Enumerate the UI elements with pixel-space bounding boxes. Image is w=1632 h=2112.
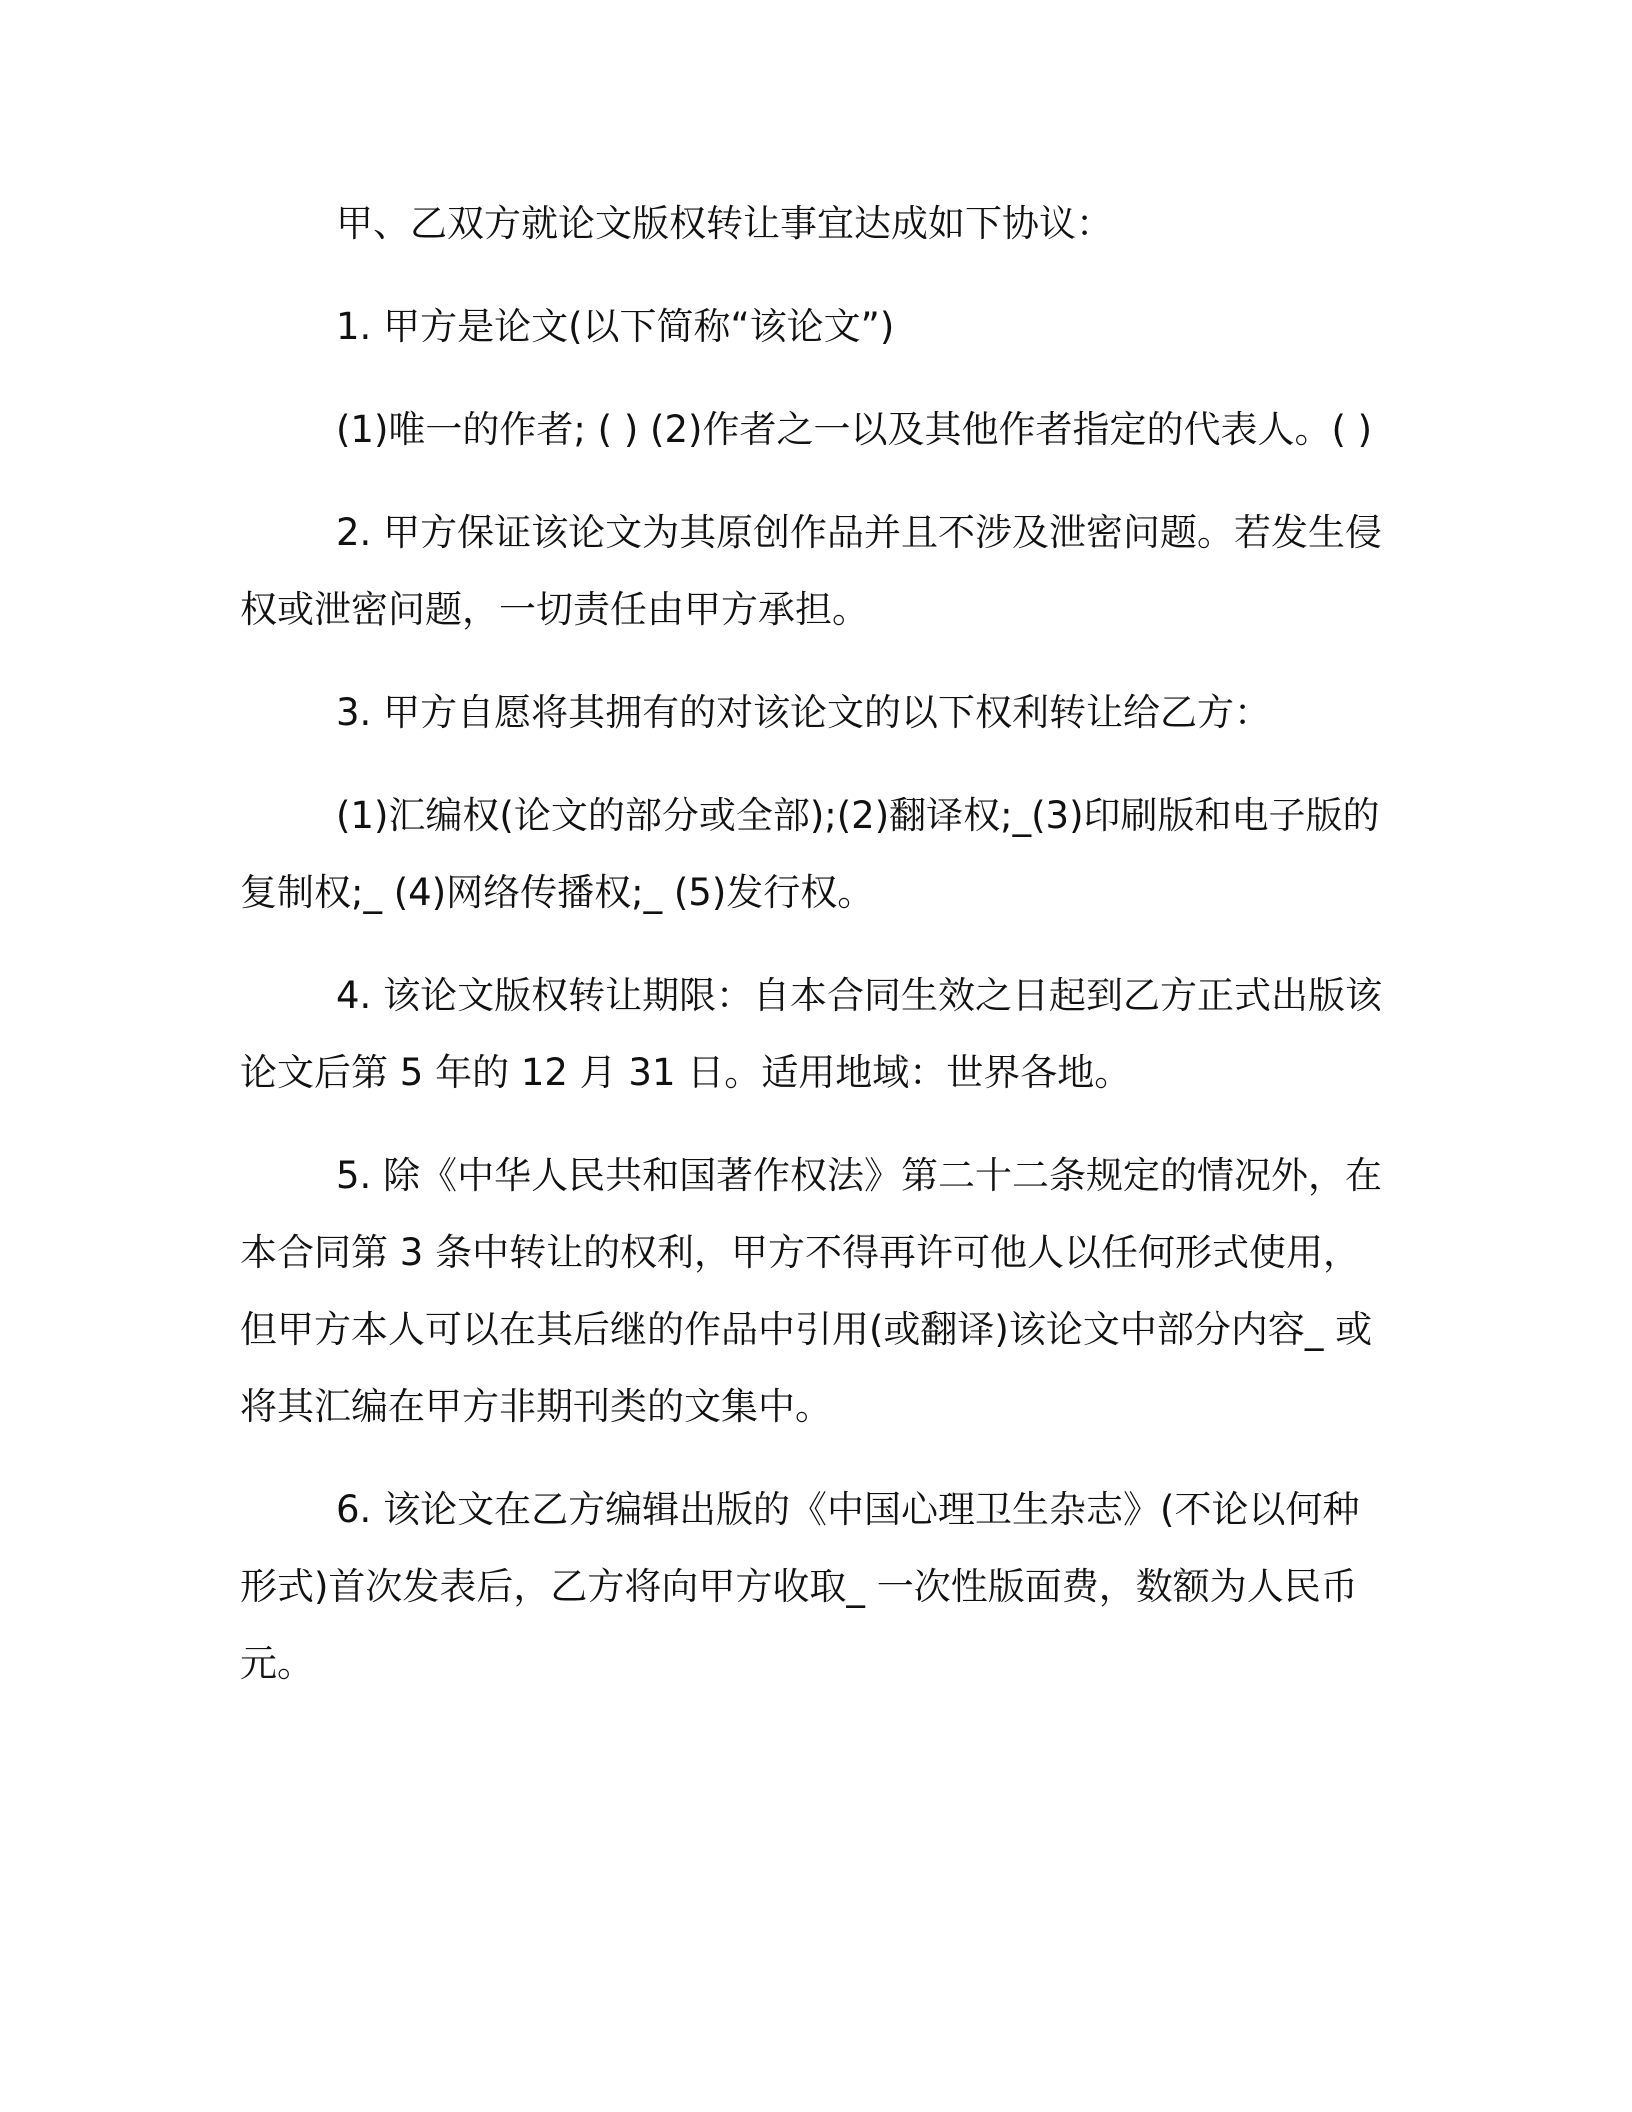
clause-1-options: (1)唯一的作者; ( ) (2)作者之一以及其他作者指定的代表人。( ) xyxy=(336,408,1373,451)
clause-4: 4. 该论文版权转让期限：自本合同生效之日起到乙方正式出版该论文后第 5 年的 12 月 31 日。适用地域：世界各地。 xyxy=(240,974,1383,1094)
clause-3: 3. 甲方自愿将其拥有的对该论文的以下权利转让给乙方： xyxy=(336,691,1272,734)
clause-2: 2. 甲方保证该论文为其原创作品并且不涉及泄密问题。若发生侵权或泄密问题，一切责任由甲方承担。 xyxy=(240,511,1383,631)
document-body xyxy=(240,185,1385,1728)
agreement-intro: 甲、乙双方就论文版权转让事宜达成如下协议： xyxy=(336,202,1113,245)
clause-3-rights: (1)汇编权(论文的部分或全部);(2)翻译权;_(3)印刷版和电子版的复制权;_ (4)网络传播权;_ (5)发行权。 xyxy=(240,794,1380,914)
clause-6: 6. 该论文在乙方编辑出版的《中国心理卫生杂志》(不论以何种形式)首次发表后，乙方将向甲方收取_ 一次性版面费，数额为人民币元。 xyxy=(240,1488,1360,1685)
clause-5: 5. 除《中华人民共和国著作权法》第二十二条规定的情况外，在本合同第 3 条中转让的权利，甲方不得再许可他人以任何形式使用，但甲方本人可以在其后继的作品中引用(或翻译)该论文中部分内容_ 或将其汇编在甲方非期刊类的文集中。 xyxy=(240,1154,1383,1428)
clause-1: 1. 甲方是论文(以下简称“该论文”) xyxy=(336,305,895,348)
